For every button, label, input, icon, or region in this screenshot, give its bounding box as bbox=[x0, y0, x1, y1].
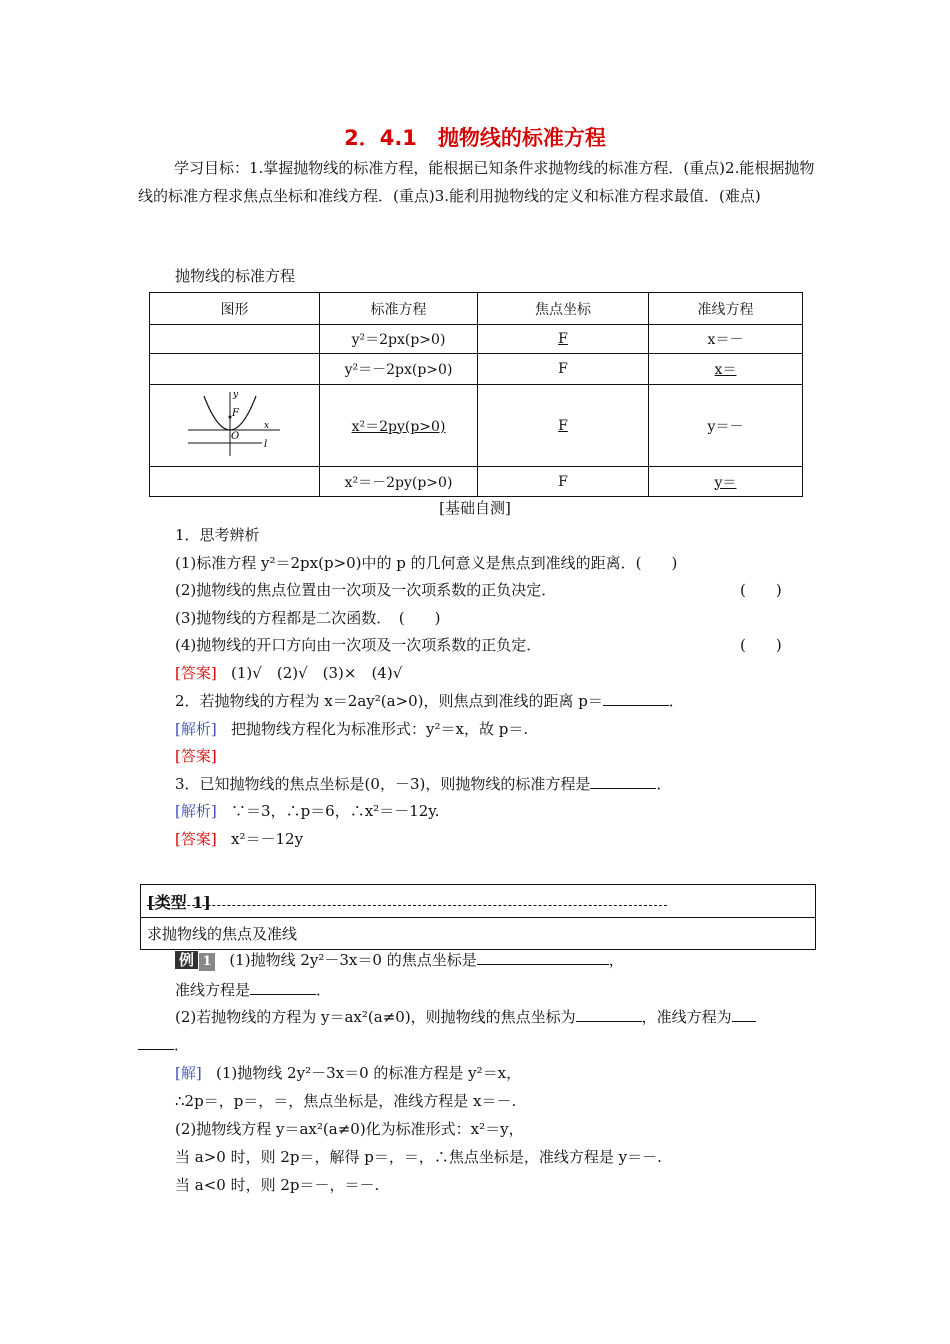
analysis-text: ∵＝3，∴p＝6，∴x²＝－12y. bbox=[231, 802, 440, 820]
example-line-1 bbox=[175, 950, 624, 971]
directrix-label: l bbox=[263, 438, 267, 450]
solution-text: (1)抛物线 2y²－3x＝0 的标准方程是 y²＝x， bbox=[216, 1064, 522, 1082]
q2-answer bbox=[175, 746, 217, 766]
learning-objectives: 学习目标：1.掌握抛物线的标准方程，能根据已知条件求抛物线的标准方程．(重点)2.能根据抛物线的标准方程求焦点坐标和准线方程．(重点)3.能利用抛物线的定义和标准方程求最值．(难点) bbox=[138, 159, 815, 205]
q1-title: 1．思考辨析 bbox=[175, 526, 260, 544]
q1-item: (1)标准方程 y²＝2px(p>0)中的 p 的几何意义是焦点到准线的距离．( ) bbox=[175, 554, 678, 572]
solution-line: ∴2p＝，p＝，＝，焦点坐标是，准线方程是 x＝－. bbox=[175, 1092, 517, 1110]
q1-answer bbox=[175, 663, 402, 683]
upward-parabola-figure bbox=[180, 388, 290, 460]
answer-blank bbox=[590, 774, 656, 789]
example-number: 1 bbox=[199, 953, 215, 971]
table-header-cell: 图形 bbox=[150, 293, 320, 325]
analysis-label: [解析] bbox=[175, 802, 217, 820]
punct: ， bbox=[608, 951, 624, 969]
example-text: (1)抛物线 2y²－3x＝0 的焦点坐标是 bbox=[229, 951, 477, 969]
answer-label: [答案] bbox=[175, 664, 217, 682]
q3-analysis bbox=[175, 801, 440, 821]
q2-end: ． bbox=[668, 692, 684, 710]
example-text: 准线方程是 bbox=[175, 981, 251, 999]
q3-text: 3．已知抛物线的焦点坐标是(0，－3)，则抛物线的标准方程是 bbox=[175, 775, 591, 793]
solution-line: 当 a<0 时，则 2p＝－，＝－. bbox=[175, 1176, 380, 1194]
directrix-cell: x＝ bbox=[649, 354, 803, 385]
answer-blank bbox=[603, 691, 669, 706]
figure-cell bbox=[150, 467, 320, 497]
q2-text: 2．若抛物线的方程为 x＝2ay²(a>0)，则焦点到准线的距离 p＝ bbox=[175, 692, 603, 710]
q2-analysis bbox=[175, 719, 528, 739]
example-text: (2)若抛物线的方程为 y＝ax²(a≠0)，则抛物线的焦点坐标为 bbox=[175, 1008, 576, 1026]
solution-line: 当 a>0 时，则 2p＝，解得 p＝，＝，∴焦点坐标是，准线方程是 y＝－. bbox=[175, 1148, 662, 1166]
answer-blank bbox=[576, 1007, 642, 1022]
example-badge: 例 bbox=[175, 951, 198, 969]
answer-blank bbox=[250, 980, 316, 995]
standard-equation-table bbox=[149, 292, 803, 497]
focus-cell: F bbox=[478, 385, 649, 467]
answer-blank bbox=[477, 950, 609, 965]
table-header-cell: 标准方程 bbox=[320, 293, 478, 325]
directrix-cell: x＝－ bbox=[649, 325, 803, 354]
table-row bbox=[150, 385, 803, 467]
answer-blank bbox=[732, 1007, 756, 1022]
solution-line: (2)抛物线方程 y＝ax²(a≠0)化为标准形式：x²＝y， bbox=[175, 1120, 524, 1138]
equation-cell: y²＝－2px(p>0) bbox=[320, 354, 478, 385]
solution-label: [解] bbox=[175, 1064, 202, 1082]
table-header-cell: 焦点坐标 bbox=[478, 293, 649, 325]
type-box bbox=[140, 884, 816, 950]
x-axis-label: x bbox=[263, 420, 269, 431]
focus-label: F bbox=[231, 407, 239, 419]
table-header-cell: 准线方程 bbox=[649, 293, 803, 325]
directrix-cell: y＝ bbox=[649, 467, 803, 497]
example-line-4 bbox=[138, 1035, 189, 1055]
q3-answer bbox=[175, 829, 303, 849]
page-title: 2．4.1 抛物线的标准方程 bbox=[344, 126, 606, 150]
figure-cell bbox=[150, 354, 320, 385]
punct: ． bbox=[316, 981, 332, 999]
q1-paren: ( ) bbox=[740, 581, 782, 599]
focus-cell: F bbox=[478, 354, 649, 385]
q1-item: (2)抛物线的焦点位置由一次项及一次项系数的正负决定． bbox=[175, 581, 557, 599]
equation-cell: y²＝2px(p>0) bbox=[320, 325, 478, 354]
example-line-2 bbox=[175, 980, 331, 1000]
equation-cell: x²＝－2py(p>0) bbox=[320, 467, 478, 497]
figure-cell bbox=[150, 325, 320, 354]
figure-cell bbox=[150, 385, 320, 467]
q1-item: (4)抛物线的开口方向由一次项及一次项系数的正负定． bbox=[175, 636, 542, 654]
table-row bbox=[150, 354, 803, 385]
answer-text: x²＝－12y bbox=[231, 830, 304, 848]
q1-item: (3)抛物线的方程都是二次函数． ( ) bbox=[175, 609, 441, 627]
table-caption: 抛物线的标准方程 bbox=[175, 267, 296, 285]
type-box-header bbox=[141, 885, 815, 918]
table-row bbox=[150, 325, 803, 354]
q2-question bbox=[175, 691, 684, 711]
answer-text: (1)√ (2)√ (3)× (4)√ bbox=[231, 664, 403, 682]
example-text: ，准线方程为 bbox=[641, 1008, 732, 1026]
solution-line bbox=[175, 1063, 521, 1083]
directrix-cell: y＝－ bbox=[649, 385, 803, 467]
origin-label: O bbox=[230, 430, 239, 442]
dashed-divider bbox=[147, 905, 667, 906]
y-axis-label: y bbox=[232, 389, 238, 400]
analysis-text: 把抛物线方程化为标准形式：y²＝x，故 p＝. bbox=[231, 720, 529, 738]
self-test-heading: [基础自测] bbox=[439, 499, 511, 517]
q1-paren: ( ) bbox=[740, 636, 782, 654]
answer-label: [答案] bbox=[175, 747, 217, 765]
type-label: [类型 1] bbox=[147, 893, 211, 912]
type-subtitle: 求抛物线的焦点及准线 bbox=[147, 925, 298, 943]
answer-blank bbox=[138, 1035, 174, 1050]
focus-cell: F bbox=[478, 325, 649, 354]
example-line-3 bbox=[175, 1007, 756, 1027]
analysis-label: [解析] bbox=[175, 720, 217, 738]
punct: ． bbox=[174, 1036, 190, 1054]
equation-cell: x²＝2py(p>0) bbox=[320, 385, 478, 467]
q3-end: ． bbox=[656, 775, 672, 793]
q3-question bbox=[175, 774, 671, 794]
answer-label: [答案] bbox=[175, 830, 217, 848]
table-row bbox=[150, 467, 803, 497]
table-header-row bbox=[150, 293, 803, 325]
focus-cell: F bbox=[478, 467, 649, 497]
